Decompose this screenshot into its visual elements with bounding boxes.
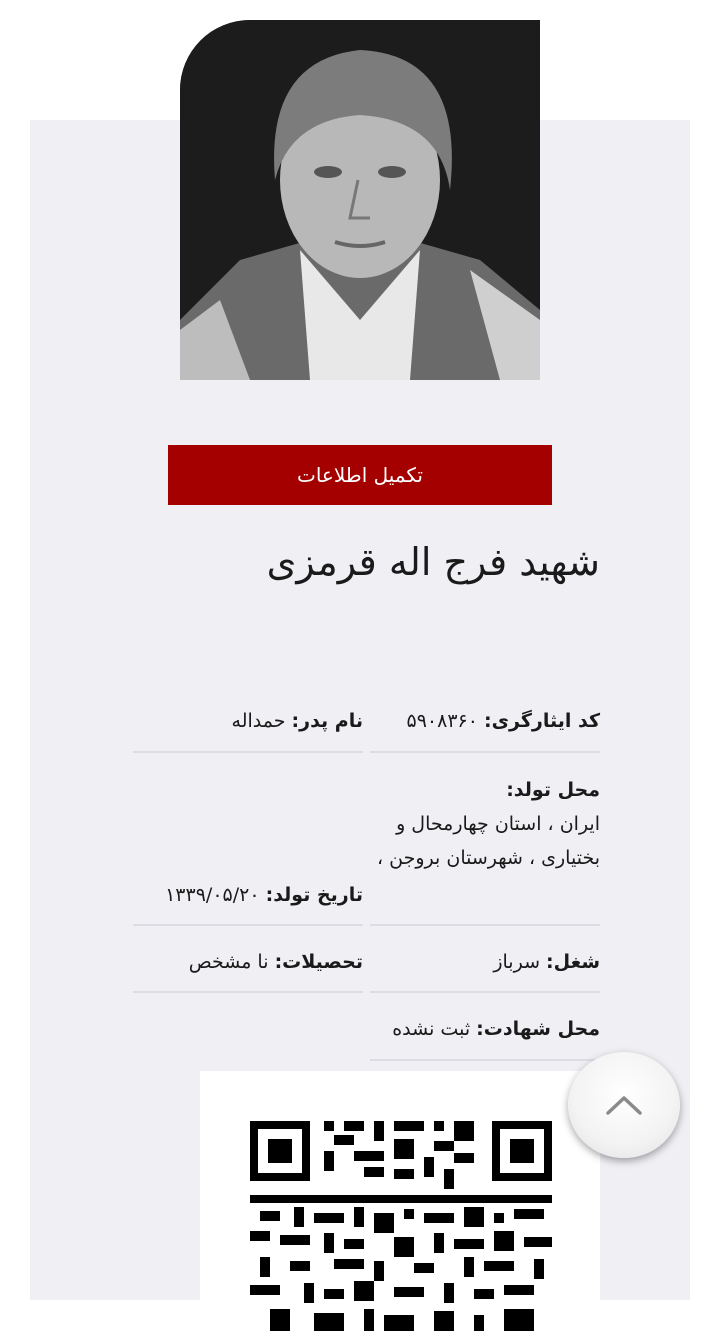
field-education: [133, 945, 363, 993]
field-education-label: تحصیلات:: [274, 951, 363, 973]
martyr-photo: [180, 20, 540, 380]
martyr-name-title: شهید فرج اله قرمزی: [266, 540, 600, 584]
complete-info-button[interactable]: تکمیل اطلاعات: [168, 445, 552, 505]
qr-code: [200, 1071, 600, 1331]
field-code: [370, 704, 600, 753]
field-job-label: شغل:: [546, 951, 600, 973]
field-job: [370, 945, 600, 993]
field-birthdate-label: تاریخ تولد:: [265, 884, 363, 906]
scroll-to-top-button[interactable]: [568, 1052, 680, 1158]
field-martyrdom-place-value: ثبت نشده: [392, 1018, 471, 1040]
field-birthplace-value: ایران ، استان چهارمحال و بختیاری ، شهرستان بروجن ،: [377, 813, 600, 869]
field-father-value: حمداله: [231, 710, 286, 732]
field-father: [133, 704, 363, 753]
field-birthdate: [133, 878, 363, 926]
field-martyrdom-place: [370, 1012, 600, 1061]
field-birthplace: [370, 773, 600, 926]
field-birthdate-value: ۱۳۳۹/۰۵/۲۰: [165, 884, 260, 906]
field-father-label: نام پدر:: [291, 710, 363, 732]
qr-code-icon: [250, 1121, 552, 1331]
chevron-up-icon: [604, 1093, 644, 1117]
field-code-value: ۵۹۰۸۳۶۰: [406, 710, 478, 732]
field-birthplace-label: محل تولد:: [506, 779, 600, 801]
field-job-value: سرباز: [493, 951, 540, 973]
field-martyrdom-place-label: محل شهادت:: [476, 1018, 600, 1040]
field-education-value: نا مشخص: [188, 951, 269, 973]
field-code-label: کد ایثارگری:: [484, 710, 600, 732]
